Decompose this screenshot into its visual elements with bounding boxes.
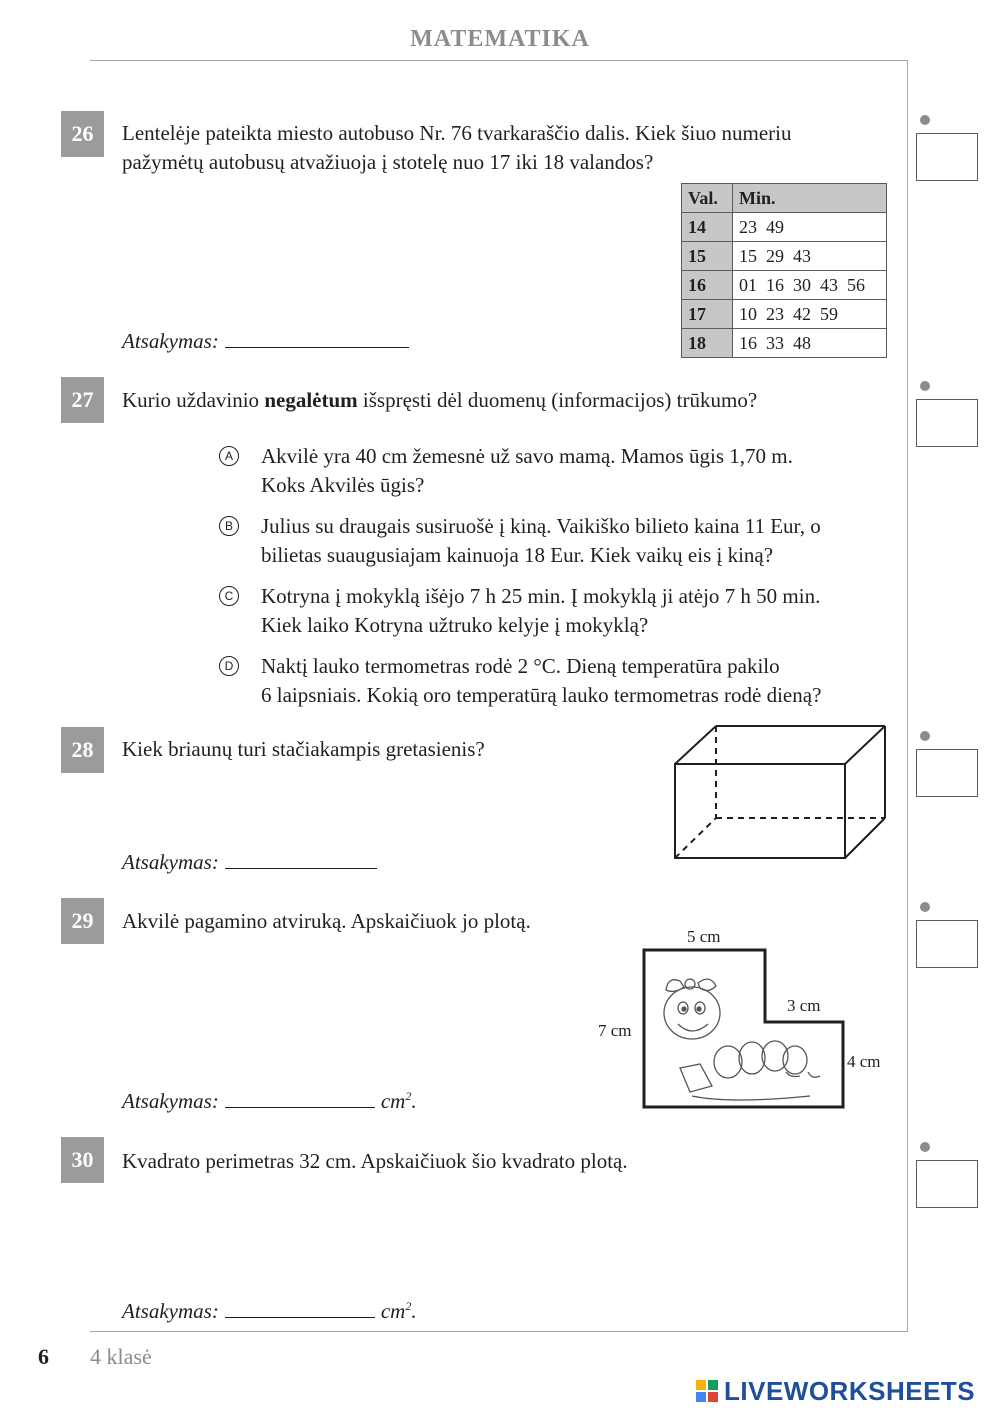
question-28-answer-row <box>122 848 377 875</box>
bus-schedule-table <box>681 183 887 358</box>
answer-label: Atsakymas: <box>122 1089 219 1113</box>
dimension-label-left: 7 cm <box>598 1021 632 1040</box>
grade-label: 4 klasė <box>90 1344 152 1369</box>
option-letter-d[interactable]: D <box>219 656 239 676</box>
table-header-minutes: Min. <box>733 184 887 213</box>
answer-input-26[interactable] <box>225 327 409 348</box>
prism-edge <box>675 726 716 764</box>
prism-edge <box>845 726 885 764</box>
frame-bottom-border <box>90 1331 908 1332</box>
postcard-outline <box>644 950 843 1107</box>
unit-period: . <box>411 1089 417 1113</box>
answer-label: Atsakymas: <box>122 329 219 353</box>
option-letter-b[interactable]: B <box>219 516 239 536</box>
rectangular-prism-figure <box>670 722 892 864</box>
question-number-29: 29 <box>61 898 104 944</box>
score-dot-icon <box>920 731 930 741</box>
option-d-line2: 6 laipsniais. Kokią oro temperatūrą lauko termometras rodė dieną? <box>261 683 822 707</box>
option-a-line1: Akvilė yra 40 cm žemesnė už savo mamą. Mamos ūgis 1,70 m. <box>261 444 793 468</box>
question-30-text: Kvadrato perimetras 32 cm. Apskaičiuok šio kvadrato plotą. <box>122 1149 628 1173</box>
frame-top-border <box>90 60 908 61</box>
postcard-figure <box>640 946 850 1112</box>
question-26-text <box>122 119 882 177</box>
option-c[interactable] <box>219 582 919 642</box>
table-cell-hour: 15 <box>682 242 733 271</box>
score-dot-icon <box>920 381 930 391</box>
table-cell-minutes: 01 16 30 43 56 <box>733 271 887 300</box>
unit-cm: cm <box>380 1089 406 1113</box>
unit-period: . <box>411 1299 417 1323</box>
answer-label: Atsakymas: <box>122 1299 219 1323</box>
option-a-line2: Koks Akvilės ūgis? <box>261 473 425 497</box>
page-number: 6 <box>38 1344 49 1369</box>
question-26-text-line1: Lentelėje pateikta miesto autobuso Nr. 76 tvarkaraščio dalis. Kiek šiuo numeriu <box>122 121 792 145</box>
option-b[interactable] <box>219 512 919 572</box>
answer-label: Atsakymas: <box>122 850 219 874</box>
table-cell-hour: 14 <box>682 213 733 242</box>
question-27-text-post: išspręsti dėl duomenų (informacijos) trūkumo? <box>357 388 758 412</box>
unit-exponent: 2 <box>405 1299 412 1313</box>
answer-input-30[interactable] <box>225 1297 375 1318</box>
dimension-label-top: 5 cm <box>687 927 721 946</box>
question-29-answer-row <box>122 1087 417 1114</box>
question-number-26: 26 <box>61 111 104 157</box>
question-27-text <box>122 386 882 415</box>
question-27-text-pre: Kurio uždavinio <box>122 388 265 412</box>
option-letter-c[interactable]: C <box>219 586 239 606</box>
table-row <box>682 300 887 329</box>
table-header-hour: Val. <box>682 184 733 213</box>
option-c-text <box>261 582 901 640</box>
unit-exponent: 2 <box>405 1089 412 1103</box>
option-c-line2: Kiek laiko Kotryna užtruko kelyje į mokyklą? <box>261 613 649 637</box>
table-header-row <box>682 184 887 213</box>
dimension-label-right: 4 cm <box>847 1052 881 1071</box>
score-dot-icon <box>920 902 930 912</box>
question-number-28: 28 <box>61 727 104 773</box>
option-b-text <box>261 512 901 570</box>
prism-hidden-edge <box>675 818 716 858</box>
prism-front-face <box>675 764 845 858</box>
question-number-30: 30 <box>61 1137 104 1183</box>
answer-input-29[interactable] <box>225 1087 375 1108</box>
liveworksheets-logo-icon <box>696 1380 718 1402</box>
score-dot-icon <box>920 115 930 125</box>
score-box-29[interactable] <box>916 920 978 968</box>
score-box-30[interactable] <box>916 1160 978 1208</box>
option-a[interactable] <box>219 442 919 502</box>
option-b-line1: Julius su draugais susiruošė į kiną. Vaikiško bilieto kaina 11 Eur, o <box>261 514 821 538</box>
question-28-text: Kiek briaunų turi stačiakampis gretasienis? <box>122 737 485 761</box>
table-cell-minutes: 23 49 <box>733 213 887 242</box>
option-d[interactable] <box>219 652 919 712</box>
score-box-26[interactable] <box>916 133 978 181</box>
table-row <box>682 271 887 300</box>
table-row <box>682 213 887 242</box>
table-cell-minutes: 15 29 43 <box>733 242 887 271</box>
option-d-line1: Naktį lauko termometras rodė 2 °C. Dieną temperatūra pakilo <box>261 654 780 678</box>
question-29-text: Akvilė pagamino atviruką. Apskaičiuok jo plotą. <box>122 909 531 933</box>
table-cell-minutes: 10 23 42 59 <box>733 300 887 329</box>
score-box-28[interactable] <box>916 749 978 797</box>
question-27-text-bold: negalėtum <box>264 388 358 412</box>
score-dot-icon <box>920 1142 930 1152</box>
question-number-27: 27 <box>61 377 104 423</box>
brand-name[interactable]: LIVEWORKSHEETS <box>724 1376 976 1406</box>
answer-input-28[interactable] <box>225 848 377 869</box>
option-d-text <box>261 652 901 710</box>
page-title: MATEMATIKA <box>410 26 590 52</box>
unit-cm: cm <box>380 1299 406 1323</box>
question-26-answer-row <box>122 327 409 354</box>
option-letter-a[interactable]: A <box>219 446 239 466</box>
option-c-line1: Kotryna į mokyklą išėjo 7 h 25 min. Į mokyklą ji atėjo 7 h 50 min. <box>261 584 821 608</box>
table-row <box>682 329 887 358</box>
table-cell-hour: 18 <box>682 329 733 358</box>
table-cell-minutes: 16 33 48 <box>733 329 887 358</box>
table-cell-hour: 17 <box>682 300 733 329</box>
option-a-text <box>261 442 901 500</box>
question-30-answer-row <box>122 1297 417 1324</box>
question-26-text-line2: pažymėtų autobusų atvažiuoja į stotelę nuo 17 iki 18 valandos? <box>122 150 654 174</box>
score-box-27[interactable] <box>916 399 978 447</box>
prism-edge <box>845 818 885 858</box>
table-row <box>682 242 887 271</box>
option-b-line2: bilietas suaugusiajam kainuoja 18 Eur. Kiek vaikų eis į kiną? <box>261 543 774 567</box>
dimension-label-step: 3 cm <box>787 996 821 1015</box>
table-cell-hour: 16 <box>682 271 733 300</box>
